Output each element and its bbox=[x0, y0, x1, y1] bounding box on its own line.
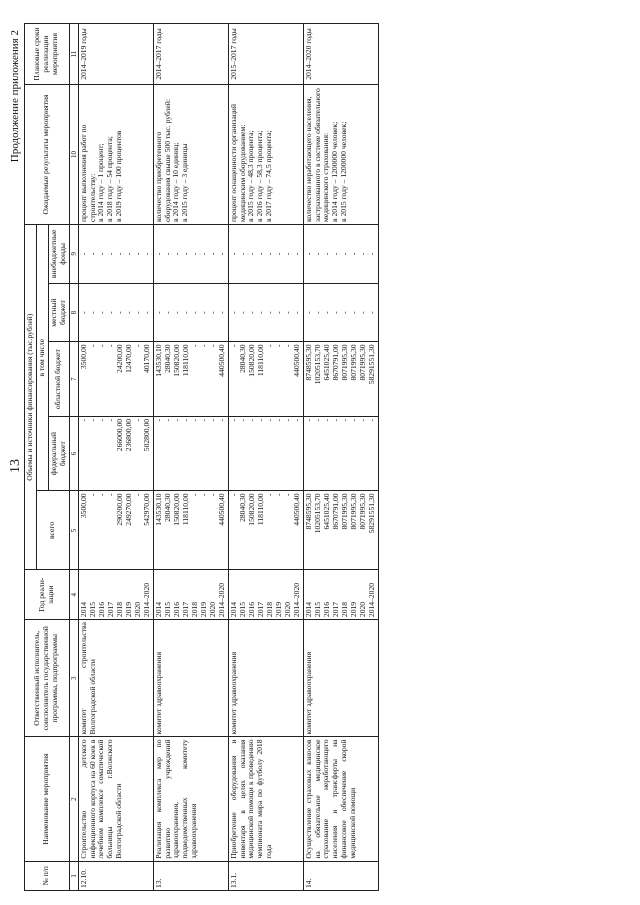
row-years-value: 2014 bbox=[303, 601, 313, 618]
row-local-value: - bbox=[348, 311, 358, 314]
row-years-value: 2020 bbox=[132, 601, 142, 618]
row-regional-value: - bbox=[105, 344, 115, 347]
row-local-value: - bbox=[198, 311, 208, 314]
appendix-label: Продолжение приложения 2 bbox=[9, 30, 21, 163]
row-total-value: 58291551,30 bbox=[366, 493, 376, 534]
row-total-value: - bbox=[207, 493, 217, 496]
row-local-value: - bbox=[366, 311, 376, 314]
row-federal-value: - bbox=[330, 418, 340, 422]
page-number: 13 bbox=[8, 459, 23, 473]
row-local-value: - bbox=[96, 311, 106, 314]
row-local bbox=[78, 283, 153, 342]
row-extrabudget-value: - bbox=[366, 252, 376, 256]
row-total bbox=[303, 491, 378, 570]
row-total-value: - bbox=[105, 493, 115, 496]
row-federal bbox=[78, 416, 153, 491]
row-years-value: 2014 bbox=[153, 601, 163, 618]
row-regional-value: - bbox=[273, 344, 283, 347]
row-years-value: 2017 bbox=[105, 601, 115, 618]
row-federal-value: - bbox=[189, 418, 199, 422]
row-regional-value: 6451025,40 bbox=[321, 344, 331, 381]
row-local-value: - bbox=[78, 311, 88, 314]
row-total-value: 8071995,30 bbox=[348, 493, 358, 530]
row-regional-value: 58291551,30 bbox=[366, 344, 376, 385]
row-years-value: 2014 bbox=[228, 601, 238, 618]
column-number: 10 bbox=[69, 85, 78, 225]
header-executor: Ответственный исполнитель, соисполнитель государственной программы, подпрограммы bbox=[25, 620, 70, 737]
row-total-value: 8670791,00 bbox=[330, 493, 340, 530]
row-period: 2015–2017 годы bbox=[228, 24, 303, 85]
row-num: 13.1. bbox=[228, 861, 303, 890]
table-row bbox=[228, 24, 303, 891]
row-federal bbox=[303, 416, 378, 491]
row-federal-value: - bbox=[162, 418, 172, 422]
row-regional-value: - bbox=[228, 344, 238, 347]
row-total-value: 28040,30 bbox=[162, 493, 172, 522]
row-regional-value: 12470,00 bbox=[123, 344, 133, 373]
row-total-value: 440500,40 bbox=[291, 493, 301, 526]
row-local-value: - bbox=[180, 311, 190, 314]
row-federal-value: - bbox=[237, 418, 247, 422]
row-years-value: 2020 bbox=[207, 601, 217, 618]
row-local-value: - bbox=[303, 311, 313, 314]
row-regional bbox=[78, 342, 153, 417]
column-number: 9 bbox=[69, 224, 78, 283]
row-extrabudget-value: - bbox=[357, 252, 367, 256]
row-federal-value: - bbox=[180, 418, 190, 422]
row-years-value: 2014 bbox=[78, 601, 88, 618]
row-regional-value: 118110,00 bbox=[255, 344, 265, 377]
column-number-row bbox=[69, 24, 78, 891]
row-federal-value: - bbox=[303, 418, 313, 422]
row-extrabudget-value: - bbox=[123, 252, 133, 256]
row-federal-value: - bbox=[255, 418, 265, 422]
row-total-value: 143530,10 bbox=[153, 493, 163, 526]
row-local-value: - bbox=[123, 311, 133, 314]
row-federal-value: - bbox=[132, 418, 142, 422]
row-regional-value: 28040,30 bbox=[237, 344, 247, 373]
result-line: количество неработающего населения, застрахованного в системе обязательного медицинского страхования: bbox=[303, 88, 331, 222]
row-federal-value: - bbox=[273, 418, 283, 422]
row-total-value: - bbox=[132, 493, 142, 496]
row-results bbox=[153, 85, 228, 225]
row-extrabudget-value: - bbox=[216, 252, 226, 256]
row-regional-value: 8748595,30 bbox=[303, 344, 313, 381]
row-total-value: 3500,00 bbox=[78, 493, 88, 519]
row-local-value: - bbox=[171, 311, 181, 314]
row-total-value: 290200,00 bbox=[114, 493, 124, 526]
result-line: процент оснащенности организаций медицинским оборудованием: bbox=[228, 104, 247, 222]
row-federal-value: - bbox=[87, 418, 97, 422]
row-total-value: - bbox=[228, 493, 238, 496]
row-local-value: - bbox=[264, 311, 274, 314]
row-years-value: 2016 bbox=[171, 601, 181, 618]
row-total-value: 10205153,70 bbox=[312, 493, 322, 534]
row-total-value: - bbox=[264, 493, 274, 496]
column-number: 3 bbox=[69, 620, 78, 737]
row-years-value: 2016 bbox=[96, 601, 106, 618]
row-total-value: 118110,00 bbox=[255, 493, 265, 526]
header-name: Наименование мероприятия bbox=[25, 737, 70, 861]
row-total-value: - bbox=[273, 493, 283, 496]
row-regional-value: - bbox=[282, 344, 292, 347]
header-year: Год реали-зации bbox=[25, 570, 70, 620]
row-years-value: 2014–2020 bbox=[291, 582, 301, 618]
row-regional-value: 143530,10 bbox=[153, 344, 163, 377]
result-line: в 2014 году – 10 единиц; bbox=[171, 142, 181, 222]
row-name: Реализация комплекса мер по развитию учреждений здравоохранения, подведомственных комитету здравоохранения bbox=[153, 737, 228, 861]
header-including: в том числе bbox=[36, 224, 48, 490]
row-total-value: 542970,00 bbox=[141, 493, 151, 526]
row-local-value: - bbox=[153, 311, 163, 314]
row-name: Осуществление страховых взносов на обязательное медицинское страхование неработающего населения и трансферты на финансовое обеспечение скорой медицинской помощи bbox=[303, 737, 378, 861]
row-federal-value: - bbox=[207, 418, 217, 422]
header-total: всего bbox=[36, 491, 69, 570]
row-extrabudget bbox=[228, 224, 303, 283]
column-number: 4 bbox=[69, 570, 78, 620]
row-federal-value: - bbox=[153, 418, 163, 422]
row-regional-value: - bbox=[87, 344, 97, 347]
row-regional-value: - bbox=[132, 344, 142, 347]
row-local-value: - bbox=[273, 311, 283, 314]
row-years-value: 2015 bbox=[312, 601, 322, 618]
result-line: в 2015 году – 3 единицы bbox=[180, 143, 190, 222]
row-years bbox=[303, 570, 378, 620]
result-line: в 2014 году – 1 процент; bbox=[96, 143, 106, 222]
row-num: 12.10. bbox=[78, 861, 153, 890]
row-years-value: 2018 bbox=[189, 601, 199, 618]
row-regional bbox=[303, 342, 378, 417]
row-years-value: 2017 bbox=[180, 601, 190, 618]
row-extrabudget-value: - bbox=[132, 252, 142, 256]
result-line: в 2015 году – 48,3 процента; bbox=[246, 130, 256, 222]
row-local-value: - bbox=[282, 311, 292, 314]
row-federal bbox=[153, 416, 228, 491]
column-number: 5 bbox=[69, 491, 78, 570]
row-total-value: 440500,40 bbox=[216, 493, 226, 526]
row-years-value: 2015 bbox=[162, 601, 172, 618]
row-regional-value: 8071995,30 bbox=[357, 344, 367, 381]
row-num: 13. bbox=[153, 861, 228, 890]
header-period: Плановые сроки реализации мероприятия bbox=[25, 24, 70, 85]
header-federal: федеральный бюджет bbox=[48, 416, 69, 491]
row-total-value: 8071995,30 bbox=[357, 493, 367, 530]
row-total bbox=[153, 491, 228, 570]
column-number: 6 bbox=[69, 416, 78, 491]
row-results bbox=[228, 85, 303, 225]
row-years-value: 2014–2020 bbox=[141, 582, 151, 618]
row-regional-value: - bbox=[198, 344, 208, 347]
row-federal-value: - bbox=[264, 418, 274, 422]
row-executor: комитет здравоохранения bbox=[228, 620, 303, 737]
table-row bbox=[153, 24, 228, 891]
row-total-value: 118110,00 bbox=[180, 493, 190, 526]
row-years-value: 2020 bbox=[282, 601, 292, 618]
row-local-value: - bbox=[105, 311, 115, 314]
column-number: 2 bbox=[69, 737, 78, 861]
row-total-value: 8071995,30 bbox=[339, 493, 349, 530]
row-local-value: - bbox=[141, 311, 151, 314]
row-years-value: 2016 bbox=[321, 601, 331, 618]
program-table bbox=[24, 23, 379, 891]
table-body bbox=[78, 24, 378, 891]
row-extrabudget-value: - bbox=[228, 252, 238, 256]
row-regional-value: 3500,00 bbox=[78, 344, 88, 370]
row-name: Приобретение оборудования и инвентаря в целях оказания медицинской помощи к проведению чемпионата мира по футболу 2018 года bbox=[228, 737, 303, 861]
row-years-value: 2020 bbox=[357, 601, 367, 618]
row-regional-value: 8071995,30 bbox=[348, 344, 358, 381]
row-federal-value: - bbox=[291, 418, 301, 422]
row-period: 2014–2017 годы bbox=[153, 24, 228, 85]
row-years-value: 2018 bbox=[114, 601, 124, 618]
row-extrabudget-value: - bbox=[141, 252, 151, 256]
row-local bbox=[153, 283, 228, 342]
row-years bbox=[228, 570, 303, 620]
header-funding: Объемы и источники финансирования (тыс.рублей) bbox=[25, 224, 37, 569]
table-row bbox=[303, 24, 378, 891]
row-local-value: - bbox=[339, 311, 349, 314]
row-years-value: 2019 bbox=[198, 601, 208, 618]
table-row bbox=[78, 24, 153, 891]
result-line: процент выполнения работ по строительству: bbox=[78, 124, 97, 222]
row-regional-value: 118110,00 bbox=[180, 344, 190, 377]
row-executor: комитет здравоохранения bbox=[153, 620, 228, 737]
row-federal-value: - bbox=[171, 418, 181, 422]
row-regional-value: - bbox=[96, 344, 106, 347]
row-extrabudget bbox=[303, 224, 378, 283]
row-extrabudget-value: - bbox=[198, 252, 208, 256]
row-extrabudget-value: - bbox=[180, 252, 190, 256]
header-results: Ожидаемые результаты мероприятия bbox=[25, 85, 70, 225]
row-years-value: 2018 bbox=[264, 601, 274, 618]
row-regional-value: 28040,30 bbox=[162, 344, 172, 373]
row-local-value: - bbox=[312, 311, 322, 314]
row-total-value: 6451025,40 bbox=[321, 493, 331, 530]
row-federal-value: - bbox=[282, 418, 292, 422]
row-extrabudget-value: - bbox=[330, 252, 340, 256]
row-extrabudget-value: - bbox=[246, 252, 256, 256]
row-extrabudget-value: - bbox=[312, 252, 322, 256]
row-extrabudget-value: - bbox=[207, 252, 217, 256]
row-extrabudget-value: - bbox=[282, 252, 292, 256]
row-years-value: 2015 bbox=[87, 601, 97, 618]
row-local bbox=[228, 283, 303, 342]
row-regional-value: 10205153,70 bbox=[312, 344, 322, 385]
row-total-value: 8748595,30 bbox=[303, 493, 313, 530]
row-extrabudget-value: - bbox=[237, 252, 247, 256]
row-years-value: 2014–2020 bbox=[216, 582, 226, 618]
row-federal-value: - bbox=[312, 418, 322, 422]
row-total-value: 28040,30 bbox=[237, 493, 247, 522]
row-total bbox=[78, 491, 153, 570]
row-local-value: - bbox=[216, 311, 226, 314]
row-extrabudget bbox=[78, 224, 153, 283]
row-extrabudget-value: - bbox=[303, 252, 313, 256]
row-federal-value: - bbox=[348, 418, 358, 422]
row-extrabudget-value: - bbox=[105, 252, 115, 256]
row-years bbox=[153, 570, 228, 620]
header-extrabudget: внебюджетные фонды bbox=[48, 224, 69, 283]
row-extrabudget-value: - bbox=[291, 252, 301, 256]
row-extrabudget-value: - bbox=[321, 252, 331, 256]
row-results bbox=[78, 85, 153, 225]
row-regional-value: - bbox=[207, 344, 217, 347]
row-regional-value: 150820,00 bbox=[246, 344, 256, 377]
row-local bbox=[303, 283, 378, 342]
row-regional bbox=[228, 342, 303, 417]
row-years-value: 2018 bbox=[339, 601, 349, 618]
row-local-value: - bbox=[291, 311, 301, 314]
row-total-value: - bbox=[189, 493, 199, 496]
row-federal-value: 266000,00 bbox=[114, 418, 124, 452]
row-regional bbox=[153, 342, 228, 417]
row-total-value: - bbox=[96, 493, 106, 496]
row-extrabudget-value: - bbox=[273, 252, 283, 256]
result-line: в 2015 году – 1200000 человек; bbox=[339, 121, 349, 222]
row-local-value: - bbox=[162, 311, 172, 314]
row-regional-value: - bbox=[189, 344, 199, 347]
row-total bbox=[228, 491, 303, 570]
row-federal-value: - bbox=[246, 418, 256, 422]
row-federal-value: - bbox=[228, 418, 238, 422]
row-local-value: - bbox=[237, 311, 247, 314]
row-federal-value: - bbox=[105, 418, 115, 422]
row-regional-value: 8071995,30 bbox=[339, 344, 349, 381]
row-regional-value: 8670791,00 bbox=[330, 344, 340, 381]
row-local-value: - bbox=[246, 311, 256, 314]
row-local-value: - bbox=[330, 311, 340, 314]
column-number: 7 bbox=[69, 342, 78, 417]
row-years bbox=[78, 570, 153, 620]
row-regional-value: 440500,40 bbox=[216, 344, 226, 377]
row-extrabudget-value: - bbox=[348, 252, 358, 256]
row-extrabudget-value: - bbox=[264, 252, 274, 256]
row-federal-value: - bbox=[321, 418, 331, 422]
row-total-value: 150820,00 bbox=[171, 493, 181, 526]
row-local-value: - bbox=[255, 311, 265, 314]
row-extrabudget-value: - bbox=[162, 252, 172, 256]
header-local: местный бюджет bbox=[48, 283, 69, 342]
column-number: 11 bbox=[69, 24, 78, 85]
row-extrabudget-value: - bbox=[114, 252, 124, 256]
row-extrabudget-value: - bbox=[171, 252, 181, 256]
result-line: в 2014 году – 1200000 человек; bbox=[330, 121, 340, 222]
row-extrabudget bbox=[153, 224, 228, 283]
row-extrabudget-value: - bbox=[255, 252, 265, 256]
row-regional-value: 24200,00 bbox=[114, 344, 124, 373]
row-regional-value: 440500,40 bbox=[291, 344, 301, 377]
row-period: 2014–2020 годы bbox=[303, 24, 378, 85]
row-total-value: 150820,00 bbox=[246, 493, 256, 526]
row-years-value: 2014–2020 bbox=[366, 582, 376, 618]
row-local-value: - bbox=[228, 311, 238, 314]
row-years-value: 2015 bbox=[237, 601, 247, 618]
row-extrabudget-value: - bbox=[87, 252, 97, 256]
row-federal bbox=[228, 416, 303, 491]
row-federal-value: - bbox=[78, 418, 88, 422]
row-local-value: - bbox=[132, 311, 142, 314]
row-results bbox=[303, 85, 378, 225]
column-number: 1 bbox=[69, 861, 78, 890]
row-federal-value: - bbox=[357, 418, 367, 422]
row-local-value: - bbox=[207, 311, 217, 314]
result-line: в 2017 году – 74,5 процента; bbox=[264, 130, 274, 222]
row-years-value: 2017 bbox=[255, 601, 265, 618]
row-extrabudget-value: - bbox=[153, 252, 163, 256]
column-number: 8 bbox=[69, 283, 78, 342]
row-executor: комитет здравоохранения bbox=[303, 620, 378, 737]
row-years-value: 2019 bbox=[348, 601, 358, 618]
row-total-value: - bbox=[198, 493, 208, 496]
row-federal-value: 502800,00 bbox=[141, 418, 151, 452]
row-name: Строительство детского инфекционного корпуса на 60 коек в лечебном комплексе соматической больницы г.Волжского Волгоградской области bbox=[78, 737, 153, 861]
result-line: в 2019 году – 100 процентов bbox=[114, 130, 124, 222]
header-num: № п/п bbox=[25, 861, 70, 890]
result-line: в 2016 году – 58,3 процента; bbox=[255, 130, 265, 222]
row-executor: комитет строительства Волгоградской области bbox=[78, 620, 153, 737]
row-regional-value: - bbox=[264, 344, 274, 347]
row-federal-value: - bbox=[198, 418, 208, 422]
row-years-value: 2016 bbox=[246, 601, 256, 618]
row-period: 2014–2019 годы bbox=[78, 24, 153, 85]
row-local-value: - bbox=[321, 311, 331, 314]
row-regional-value: 40170,00 bbox=[141, 344, 151, 373]
row-extrabudget-value: - bbox=[339, 252, 349, 256]
row-local-value: - bbox=[114, 311, 124, 314]
row-num: 14. bbox=[303, 861, 378, 890]
row-federal-value: - bbox=[96, 418, 106, 422]
row-total-value: - bbox=[87, 493, 97, 496]
row-years-value: 2017 bbox=[330, 601, 340, 618]
row-extrabudget-value: - bbox=[96, 252, 106, 256]
row-extrabudget-value: - bbox=[189, 252, 199, 256]
row-extrabudget-value: - bbox=[78, 252, 88, 256]
row-years-value: 2019 bbox=[123, 601, 133, 618]
result-line: в 2018 году – 54 процента; bbox=[105, 136, 115, 222]
row-total-value: 249270,00 bbox=[123, 493, 133, 526]
row-federal-value: - bbox=[216, 418, 226, 422]
row-years-value: 2019 bbox=[273, 601, 283, 618]
row-regional-value: 150820,00 bbox=[171, 344, 181, 377]
header-row-1 bbox=[25, 24, 37, 891]
row-federal-value: - bbox=[366, 418, 376, 422]
result-line: количество приобретенного оборудования свыше 500 тыс. рублей: bbox=[153, 99, 172, 222]
row-local-value: - bbox=[357, 311, 367, 314]
row-federal-value: 236800,00 bbox=[123, 418, 133, 452]
row-total-value: - bbox=[282, 493, 292, 496]
row-local-value: - bbox=[189, 311, 199, 314]
row-federal-value: - bbox=[339, 418, 349, 422]
row-local-value: - bbox=[87, 311, 97, 314]
header-regional: областной бюджет bbox=[48, 342, 69, 417]
